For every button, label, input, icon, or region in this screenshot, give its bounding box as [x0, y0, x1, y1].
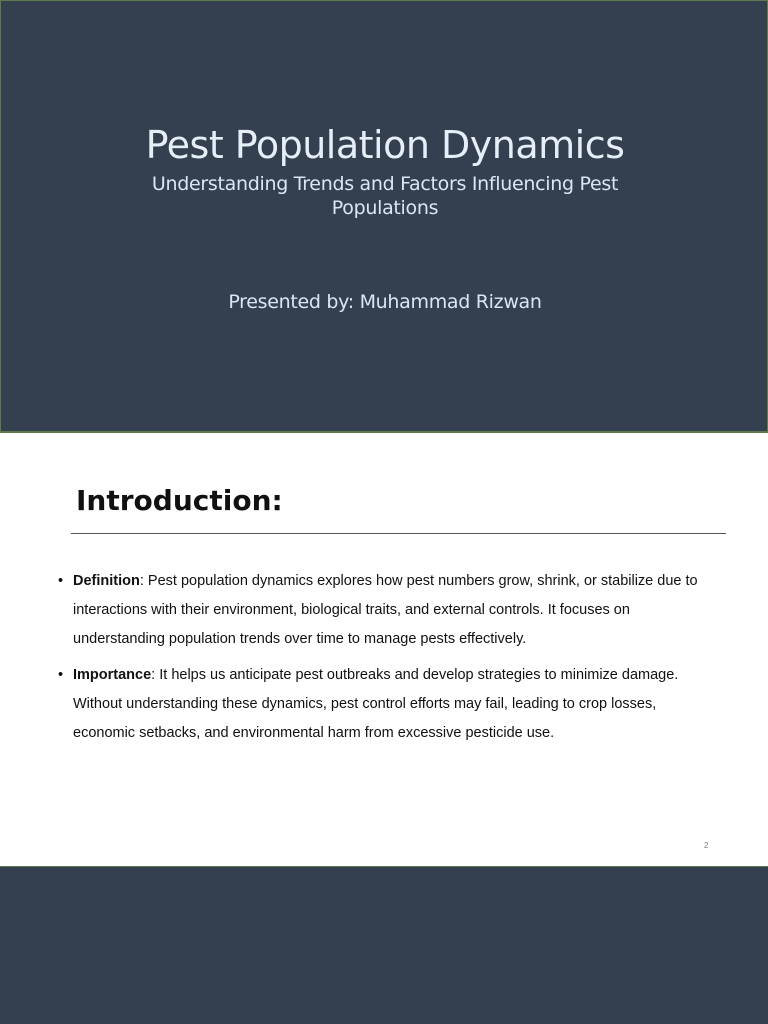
next-slide-preview: [0, 866, 768, 1024]
presenter-line: Presented by: Muhammad Rizwan: [228, 291, 542, 313]
introduction-slide: [0, 433, 768, 866]
slide-heading: Introduction:: [76, 484, 283, 517]
bullet-dot-icon: •: [58, 667, 64, 683]
title-slide: [0, 0, 768, 433]
bullet-dot-icon: •: [58, 573, 64, 589]
bullet-text: : Pest population dynamics explores how pest numbers grow, shrink, or stabilize due to interactions with their environment, biological traits, and external controls. It focuses on understanding population trends over time to manage pests effectively.: [73, 573, 698, 647]
bullet-term: Definition: [73, 573, 140, 589]
bullet-text: : It helps us anticipate pest outbreaks and develop strategies to minimize damage. Without understanding these dynamics, pest control efforts may fail, leading to crop losses, economic setbacks, and environmental harm from excessive pesticide use.: [73, 667, 679, 741]
bullet-term: Importance: [73, 667, 152, 683]
bullet-item-importance: [58, 661, 718, 748]
slide-title: Pest Population Dynamics: [145, 123, 625, 167]
bullet-item-definition: [58, 567, 718, 654]
heading-divider: [71, 533, 726, 534]
slide-subtitle: Understanding Trends and Factors Influencing Pest Populations: [151, 173, 619, 219]
page-number: 2: [704, 841, 709, 850]
bullet-list: [58, 567, 718, 755]
